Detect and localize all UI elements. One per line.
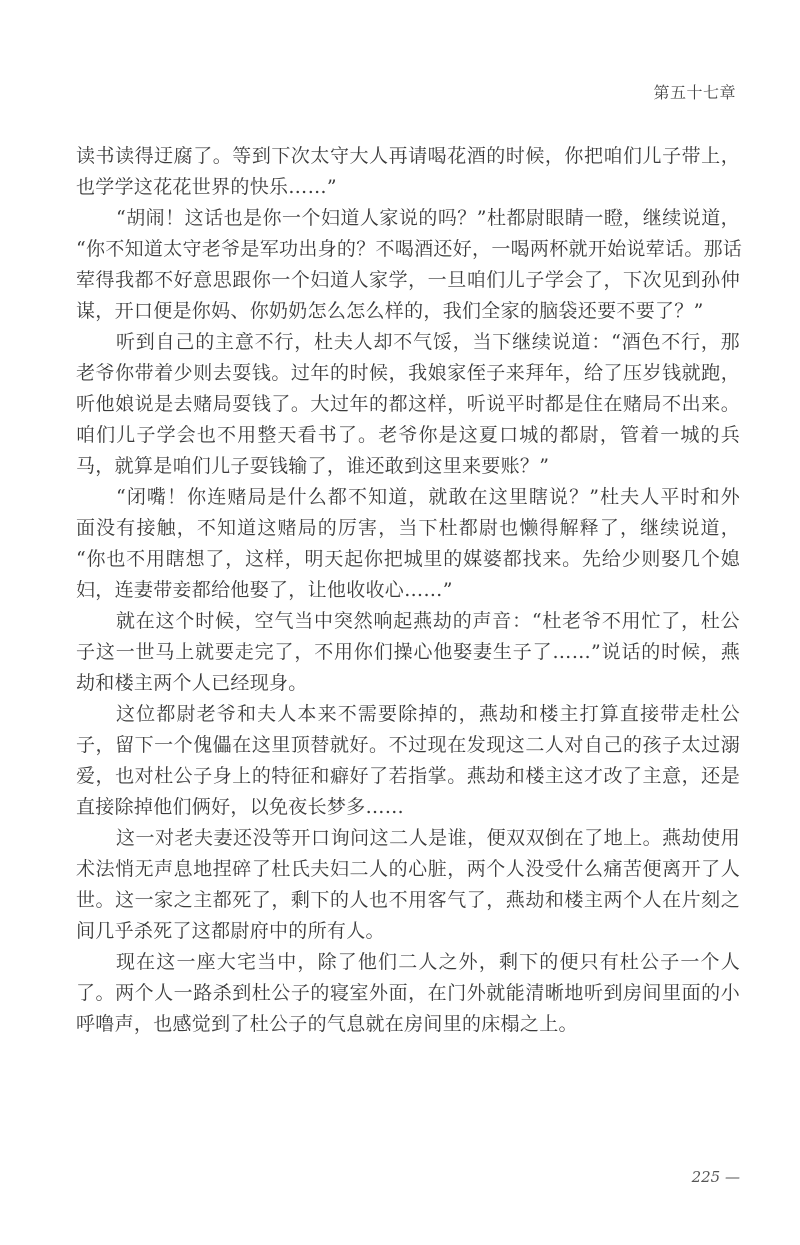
paragraph — [76, 141, 740, 203]
text-line: 呼噜声，也感觉到了杜公子的气息就在房间里的床榻之上。 — [76, 1013, 578, 1035]
text-line: 老爷你带着少则去耍钱。过年的时候，我娘家侄子来拜年，给了压岁钱就跑， — [76, 362, 740, 384]
paragraph — [76, 327, 740, 482]
text-line: 世。这一家之主都死了，剩下的人也不用客气了，燕劫和楼主两个人在片刻之 — [76, 889, 740, 911]
text-line: 也学学这花花世界的快乐……” — [76, 176, 337, 198]
paragraph — [76, 699, 740, 823]
text-line: 谋，开口便是你妈、你奶奶怎么怎么样的，我们全家的脑袋还要不要了？” — [76, 300, 704, 322]
text-line: 直接除掉他们俩好，以免夜长梦多…… — [76, 796, 405, 818]
text-line: “你也不用瞎想了，这样，明天起你把城里的媒婆都找来。先给少则娶几个媳 — [76, 548, 740, 570]
text-line: 读书读得迂腐了。等到下次太守大人再请喝花酒的时候，你把咱们儿子带上， — [76, 145, 740, 167]
paragraph — [76, 823, 740, 947]
text-line: 间几乎杀死了这都尉府中的所有人。 — [76, 920, 385, 942]
text-line: 术法悄无声息地捏碎了杜氏夫妇二人的心脏，两个人没受什么痛苦便离开了人 — [76, 858, 740, 880]
text-line: 这一对老夫妻还没等开口询问这二人是谁，便双双倒在了地上。燕劫使用 — [116, 827, 740, 849]
page-number: 225 — — [691, 1168, 740, 1186]
text-line: “你不知道太守老爷是军功出身的？不喝酒还好，一喝两杯就开始说荤话。那话 — [76, 238, 743, 260]
paragraph — [76, 203, 743, 327]
paragraph — [76, 947, 740, 1040]
text-line: 听到自己的主意不行，杜夫人却不气馁，当下继续说道：“酒色不行，那 — [116, 331, 740, 353]
text-line: 马，就算是咱们儿子耍钱输了，谁还敢到这里来要账？” — [76, 455, 550, 477]
text-line: 现在这一座大宅当中，除了他们二人之外，剩下的便只有杜公子一个人 — [116, 951, 740, 973]
text-line: 劫和楼主两个人已经现身。 — [76, 672, 308, 694]
paragraph — [76, 606, 740, 699]
text-line: 就在这个时候，空气当中突然响起燕劫的声音：“杜老爷不用忙了，杜公 — [116, 610, 740, 632]
text-line: 这位都尉老爷和夫人本来不需要除掉的，燕劫和楼主打算直接带走杜公 — [116, 703, 740, 725]
body-text — [76, 141, 743, 1040]
text-line: 子，留下一个傀儡在这里顶替就好。不过现在发现这二人对自己的孩子太过溺 — [76, 734, 740, 756]
text-line: 子这一世马上就要走完了，不用你们操心他娶妻生子了……”说话的时候，燕 — [76, 641, 740, 663]
text-line: 爱，也对杜公子身上的特征和癖好了若指掌。燕劫和楼主这才改了主意，还是 — [76, 765, 740, 787]
running-head-chapter-title: 第五十七章 — [653, 83, 736, 102]
text-line: 妇，连妻带妾都给他娶了，让他收收心……” — [76, 579, 453, 601]
text-line: “闭嘴！你连赌局是什么都不知道，就敢在这里瞎说？”杜夫人平时和外 — [116, 486, 740, 508]
text-line: 面没有接触，不知道这赌局的厉害，当下杜都尉也懒得解释了，继续说道， — [76, 517, 740, 539]
text-line: 荤得我都不好意思跟你一个妇道人家学，一旦咱们儿子学会了，下次见到孙仲 — [76, 269, 740, 291]
paragraph — [76, 482, 740, 606]
text-line: “胡闹！这话也是你一个妇道人家说的吗？”杜都尉眼睛一瞪，继续说道， — [116, 207, 740, 229]
text-line: 咱们儿子学会也不用整天看书了。老爷你是这夏口城的都尉，管着一城的兵 — [76, 424, 740, 446]
text-line: 听他娘说是去赌局耍钱了。大过年的都这样，听说平时都是住在赌局不出来。 — [76, 393, 740, 415]
text-line: 了。两个人一路杀到杜公子的寝室外面，在门外就能清晰地听到房间里面的小 — [76, 982, 740, 1004]
